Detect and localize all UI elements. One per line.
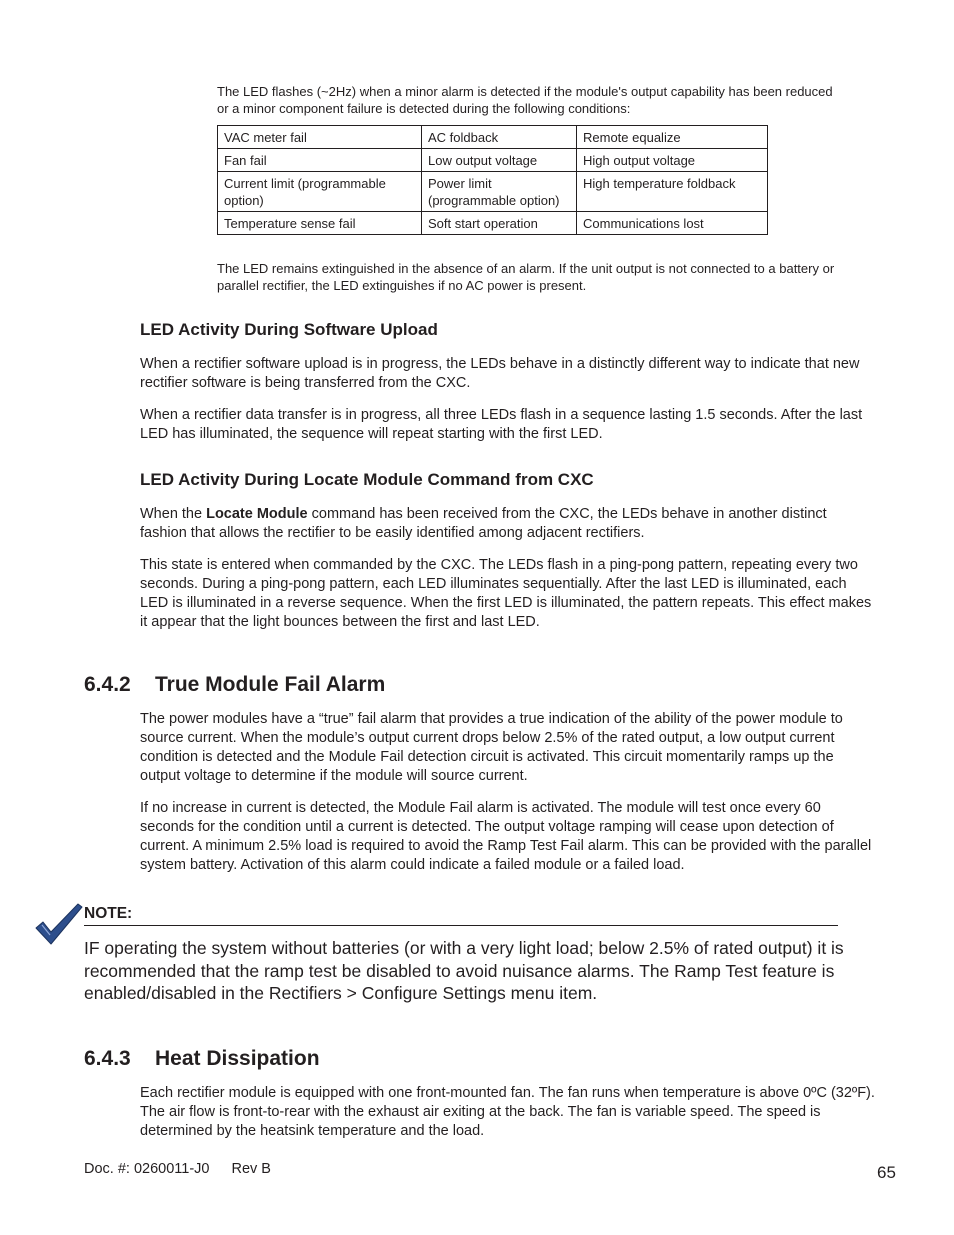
paragraph: If no increase in current is detected, the Module Fail alarm is activated. The module will test once every 60 seconds for the condition until a current is detected. The output voltage ramping will cease upon detection of current. A minimum 2.5% load is required to avoid the Ramp Test Fail alarm. This can be provided with the parallel system battery. Activation of this alarm could indicate a failed module or a failed load.	[140, 800, 872, 873]
checkmark-icon	[34, 902, 84, 946]
table-cell: High output voltage	[577, 149, 768, 172]
revision: Rev B	[231, 1161, 271, 1177]
table-cell: Soft start operation	[422, 212, 577, 235]
table-cell: Remote equalize	[577, 126, 768, 149]
table-row	[218, 172, 768, 212]
table-cell: VAC meter fail	[218, 126, 422, 149]
table-cell: AC foldback	[422, 126, 577, 149]
table-cell: Current limit (programmable option)	[218, 172, 422, 212]
paragraph: The power modules have a “true” fail alarm that provides a true indication of the ability of the power module to source current. When the module’s output current drops below 2.5% of the rated output, a low output current condition is detected and the Module Fail detection circuit is activated. This circuit momentarily ramps up the output voltage to determine if the module will source current.	[140, 711, 843, 784]
conditions-table	[217, 125, 768, 235]
text-run: command has been received from the CXC, the LEDs behave in another distinct fashion that allows the rectifier to be easily identified among adjacent rectifiers.	[140, 506, 827, 541]
section-title: True Module Fail Alarm	[155, 673, 386, 696]
paragraph	[140, 505, 875, 543]
section-number: 6.4.3	[84, 1047, 131, 1070]
paragraph: When a rectifier data transfer is in progress, all three LEDs flash in a sequence lasting 1.5 seconds. After the last LED has illuminated, the sequence will repeat starting with the first LED.	[140, 407, 863, 442]
doc-number: Doc. #: 0260011-J0	[84, 1161, 210, 1177]
note-text: IF operating the system without batteries (or with a very light load; below 2.5% of rated output) it is recommended that the ramp test be disabled to avoid nuisance alarms. The Ramp Test feature is enabled/disabled in the Rectifiers > Configure Settings menu item.	[84, 938, 844, 1003]
table-cell: High temperature foldback	[577, 172, 768, 212]
paragraph: This state is entered when commanded by the CXC. The LEDs flash in a ping-pong pattern, repeating every two seconds. During a ping-pong pattern, each LED illuminates sequentially. After the last LED is illuminated, each LED is illuminated in a reverse sequence. When the first LED is illuminated, the pattern repeats. This effect makes it appear that the light bounces between the first and last LED.	[140, 557, 872, 630]
bold-term: Locate Module	[206, 506, 308, 522]
note-label: NOTE:	[84, 905, 133, 922]
table-cell: Communications lost	[577, 212, 768, 235]
paragraph: When a rectifier software upload is in progress, the LEDs behave in a distinctly different way to indicate that new rectifier software is being transferred from the CXC.	[140, 356, 860, 391]
text-run: When the	[140, 506, 207, 522]
intro-paragraph: The LED flashes (~2Hz) when a minor alarm is detected if the module's output capability has been reduced or a minor component failure is detected during the following conditions:	[217, 84, 833, 116]
outro-paragraph: The LED remains extinguished in the absence of an alarm. If the unit output is not connected to a battery or parallel rectifier, the LED extinguishes if no AC power is present.	[217, 261, 835, 293]
table-row	[218, 212, 768, 235]
section-heading-643	[84, 1046, 320, 1072]
table-cell: Low output voltage	[422, 149, 577, 172]
section-heading-642	[84, 672, 385, 698]
table-cell: Temperature sense fail	[218, 212, 422, 235]
table-cell: Fan fail	[218, 149, 422, 172]
note-divider	[84, 925, 838, 926]
heading-locate-module: LED Activity During Locate Module Command from CXC	[140, 470, 594, 489]
footer-doc-number	[84, 1161, 271, 1177]
table-row	[218, 149, 768, 172]
table-row	[218, 126, 768, 149]
section-title: Heat Dissipation	[155, 1047, 320, 1070]
section-number: 6.4.2	[84, 673, 131, 696]
table-cell: Power limit (programmable option)	[422, 172, 577, 212]
page-number: 65	[877, 1163, 896, 1182]
heading-software-upload: LED Activity During Software Upload	[140, 320, 438, 339]
paragraph: Each rectifier module is equipped with one front-mounted fan. The fan runs when temperature is above 0ºC (32ºF). The air flow is front-to-rear with the exhaust air exiting at the back. The fan is variable speed. The speed is determined by the heatsink temperature and the load.	[140, 1085, 875, 1139]
